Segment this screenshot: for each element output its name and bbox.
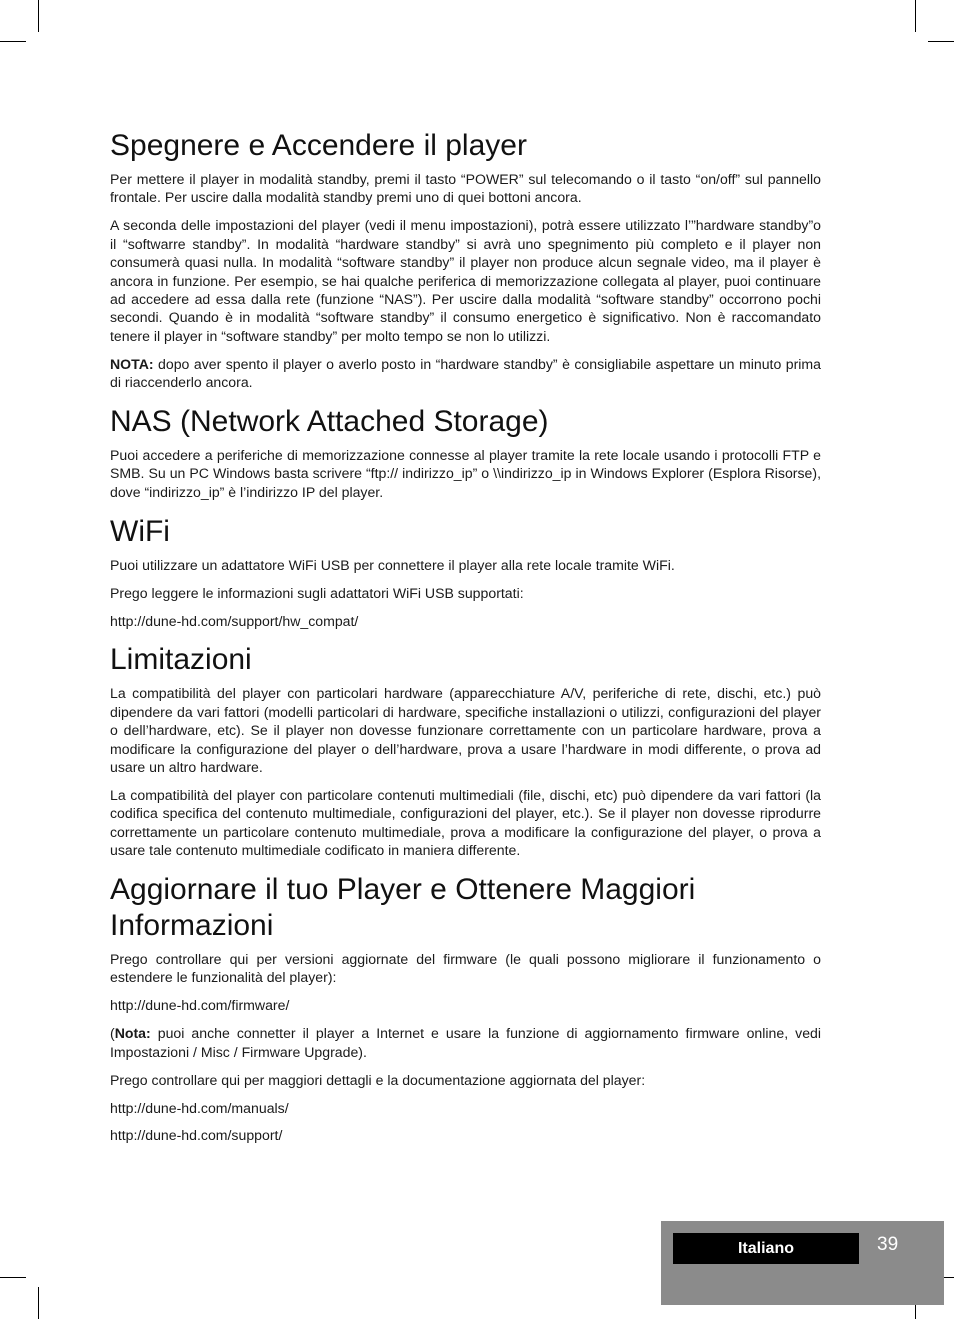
link-support[interactable]: http://dune-hd.com/support/	[110, 1127, 283, 1144]
footer-box	[661, 1221, 944, 1305]
page-number: 39	[877, 1234, 899, 1255]
heading-update: Aggiornare il tuo Player e Ottenere Maggiori Informazioni	[110, 873, 696, 943]
paragraph-firmware-intro: Prego controllare qui per versioni aggiornate del firmware (le quali possono migliorare il funzionamento o estendere le funzionalità del player):	[110, 951, 821, 986]
paragraph-wifi-info: Prego leggere le informazioni sugli adattatori WiFi USB supportati:	[110, 584, 524, 601]
paragraph-docs-intro: Prego controllare qui per maggiori dettagli e la documentazione aggiornata del player:	[110, 1071, 646, 1088]
note-text: dopo aver spento il player o averlo posto in “hardware standby” è consigliabile aspettare un minuto prima di riaccenderlo ancora.	[110, 355, 821, 391]
paragraph-hardware-compat: La compatibilità del player con particolari hardware (apparecchiature A/V, periferiche di rete, dischi, etc.) può dipendere da vari fattori (modelli particolari di hardware, specifiche installazioni o utilizzi, configurazioni del player o dell’hardware, etc). Se il player non dovesse funzionare correttamente con un particolare hardware, prova a modificare la configurazione del player o dell’hardware, prova a usare l’hardware in modi differente, o prova ad usare un altro hardware.	[110, 685, 821, 776]
crop-mark-top-right-horizontal	[928, 41, 954, 42]
note-open-paren: (	[110, 1025, 115, 1042]
heading-wifi: WiFi	[110, 514, 170, 548]
crop-mark-top-left-horizontal	[0, 41, 26, 42]
link-manuals[interactable]: http://dune-hd.com/manuals/	[110, 1099, 289, 1116]
note-online-upgrade	[110, 1024, 821, 1061]
crop-mark-bottom-left-vertical	[38, 1287, 39, 1319]
link-firmware[interactable]: http://dune-hd.com/firmware/	[110, 997, 290, 1014]
note-label: Nota:	[114, 1025, 151, 1042]
paragraph-wifi-adapter: Puoi utilizzare un adattatore WiFi USB per connettere il player alla rete locale tramite WiFi.	[110, 556, 675, 573]
paragraph-nas: Puoi accedere a periferiche di memorizzazione connesse al player tramite la rete locale usando i protocolli FTP e SMB. Su un PC Windows basta scrivere “ftp:// indirizzo_ip” o \\indirizzo_ip in Windows Explorer (Esplora Risorse), dove “indirizzo_ip” è l’indirizzo IP del player.	[110, 446, 821, 500]
heading-nas: NAS (Network Attached Storage)	[110, 404, 549, 438]
note-text: puoi anche connetter il player a Internet e usare la funzione di aggiornamento firmware online, vedi Impostazioni / Misc / Firmware Upgrade).	[110, 1025, 821, 1060]
paragraph-standby-intro: Per mettere il player in modalità standby, premi il tasto “POWER” sul telecomando o il tasto “on/off” sul pannello frontale. Per uscire dalla modalità standby premi uno di quei bottoni ancora.	[110, 171, 821, 206]
crop-mark-top-right-vertical	[915, 0, 916, 32]
note-label: NOTA:	[110, 355, 154, 372]
note-standby	[110, 355, 821, 392]
heading-standby: Spegnere e Accendere il player	[110, 129, 527, 162]
language-tab: Italiano	[673, 1233, 859, 1264]
link-hw-compat[interactable]: http://dune-hd.com/support/hw_compat/	[110, 612, 359, 629]
crop-mark-bottom-left-horizontal	[0, 1277, 26, 1278]
heading-limitations: Limitazioni	[110, 643, 252, 677]
paragraph-media-compat: La compatibilità del player con particolare contenuti multimediali (file, dischi, etc) può dipendere da vari fattori (la codifica specifica del contenuto multimediale, configurazioni del player, etc.). Se il player non dovesse riprodurre correttamente un particolare contenuto multimediale, prova a modificare la configurazione del player, o prova a usare tale contenuto multimediale codificato in maniera differente.	[110, 786, 821, 859]
crop-mark-top-left-vertical	[38, 0, 39, 32]
page-content	[110, 128, 821, 1154]
paragraph-standby-modes: A seconda delle impostazioni del player (vedi il menu impostazioni), potrà essere utilizzato l’”hardware standby”o il “softwarre standby”. In modalità “hardware standby” si avrà uno spegnimento più completo e il player non consumerà quasi nulla. In modalità “software standby” il player non produce alcun segnale video, ma il player è ancora in funzione. Per esempio, se hai qualche periferica di memorizzazione collegata al player, puoi continuare ad accedere ad essa dalla rete (funzione “NAS”). Per uscire dalla modalità “software standby” occorrono pochi secondi. Quando è in modalità “software standby” il consumo energetico è significativo. Non è raccomandato tenere il player in “software standby” per molto tempo se non lo utilizzi.	[110, 217, 821, 344]
